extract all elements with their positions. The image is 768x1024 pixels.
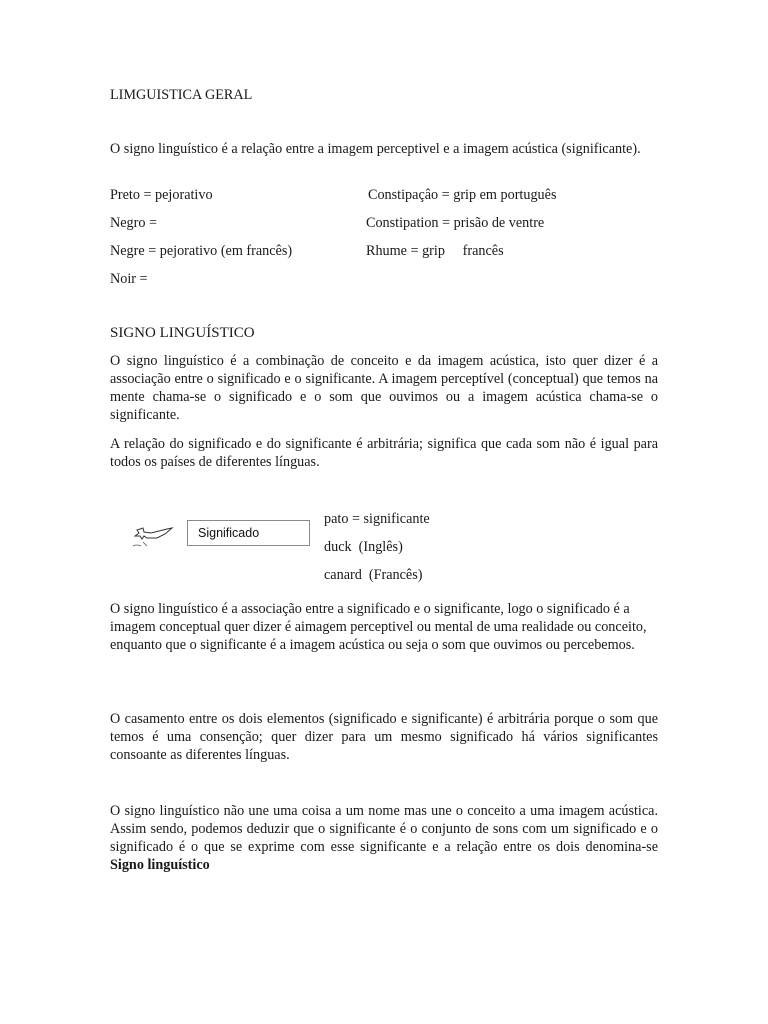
duck-sketch-icon [131, 524, 175, 552]
example-right-1: Constipaçâo = grip em português [368, 187, 557, 203]
figure-word-1: pato = significante [324, 511, 430, 527]
paragraph-5 [110, 802, 658, 874]
figure-word-2: duck (Inglês) [324, 539, 403, 555]
paragraph-1: O signo linguístico é a combinação de conceito e da imagem acústica, isto quer dizer é a associação entre o significado e o significante. A imagem perceptível (conceptual) que temos na mente chama-se o significado e o som que ouvimos ou a imagem acústica chama-se o significante. [110, 353, 658, 423]
example-right-3: Rhume = grip francês [366, 243, 504, 259]
paragraph-5-text: O signo linguístico não une uma coisa a um nome mas une o conceito a uma imagem acústica. Assim sendo, podemos deduzir que o significante é o conjunto de sons com um significado e o significado é o que se exprime com esse significante e a relação entre os dois denomina-se [110, 803, 658, 855]
example-left-1: Preto = pejorativo [110, 187, 213, 203]
intro-paragraph: O signo linguístico é a relação entre a imagem perceptivel e a imagem acústica (significante). [110, 141, 641, 157]
example-left-3: Negre = pejorativo (em francês) [110, 243, 293, 259]
example-left-4: Noir = [110, 271, 148, 287]
section-title: SIGNO LINGUÍSTICO [110, 325, 255, 341]
paragraph-5-bold: Signo linguístico [110, 857, 210, 873]
document-title: LIMGUISTICA GERAL [110, 87, 253, 103]
paragraph-4: O casamento entre os dois elementos (significado e significante) é arbitrária porque o som que temos é uma consenção; quer dizer para um mesmo significado há vários significantes consoante as diferentes línguas. [110, 711, 658, 763]
paragraph-3: O signo linguístico é a associação entre a significado e o significante, logo o significado é a imagem conceptual quer dizer é aimagem perceptivel ou mental de uma realidade ou conceito, enquanto que o significante é a imagem acústica ou seja o som que ouvimos ou percebemos. [110, 601, 647, 653]
figure-word-3: canard (Francês) [324, 567, 423, 583]
paragraph-2: A relação do significado e do significante é arbitrária; significa que cada som não é igual para todos os países de diferentes línguas. [110, 436, 658, 470]
example-right-2: Constipation = prisão de ventre [366, 215, 545, 231]
example-left-2: Negro = [110, 215, 158, 231]
significado-box: Significado [187, 520, 310, 546]
